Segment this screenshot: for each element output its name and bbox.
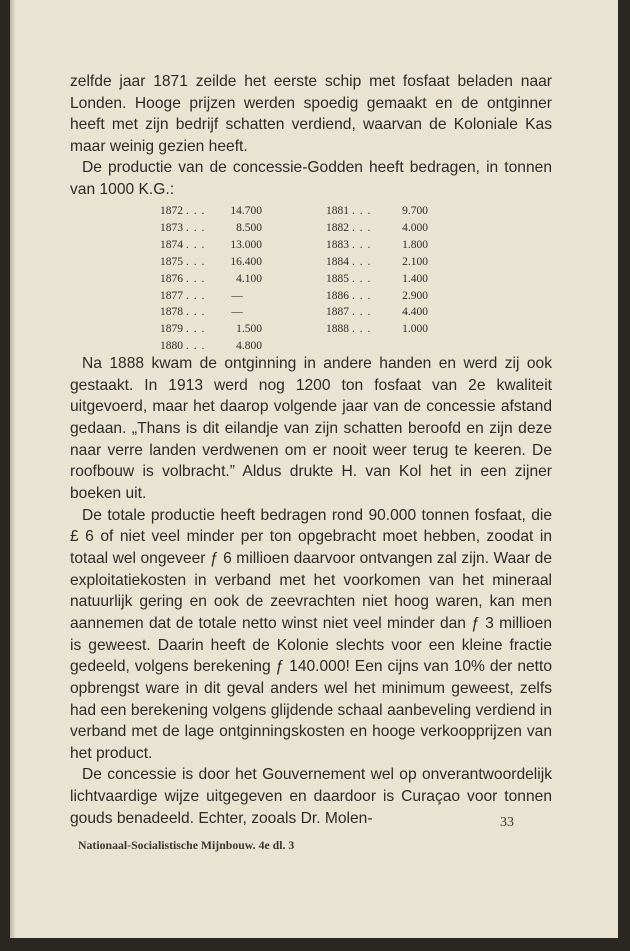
table-separator: . . . (186, 238, 206, 251)
table-year: 1876 (160, 272, 183, 285)
intro-text (70, 71, 552, 201)
table-separator: . . . (352, 272, 372, 285)
table-year: 1884 (326, 255, 349, 268)
table-year: 1879 (160, 323, 183, 336)
table-value: 4.400 (402, 306, 428, 319)
table-row (326, 256, 428, 272)
table-row (160, 222, 262, 238)
table-row (160, 205, 262, 221)
table-separator: . . . (352, 205, 372, 217)
table-value: 1.000 (402, 323, 428, 336)
paragraph-1: zelfde jaar 1871 zeilde het eerste schip met fosfaat beladen naar Londen. Hooge prijzen werden spoedig gemaakt en de ontginner heeft met zijn bedrijf schatten verdiend, waarvan de Koloniale Kas maar weinig gezien heeft. (70, 73, 552, 155)
table-row (326, 290, 428, 306)
table-row (326, 205, 428, 221)
table-year: 1887 (326, 306, 349, 319)
table-value: 1.400 (402, 272, 428, 285)
table-year: 1875 (160, 255, 183, 268)
table-separator: . . . (352, 238, 372, 251)
table-year: 1883 (326, 238, 349, 251)
table-separator: . . . (186, 289, 206, 302)
table-value: 8.500 (236, 221, 262, 234)
table-value: 1.800 (402, 238, 428, 251)
table-value: 13.000 (230, 238, 262, 251)
table-value: — (231, 306, 243, 319)
table-year: 1880 (160, 340, 183, 353)
paragraph-4: De totale productie heeft bedragen rond 90.000 tonnen fosfaat, die £ 6 of niet veel minder per ton opgebracht moet hebben, zoodat in totaal wel ongeveer ƒ 6 millioen daarvoor ontvangen zal zijn. Waar de exploitatiekosten in verband met het voorkomen van het mineraal natuurlijk gering en ook de zeevrachten niet hoog waren, kan men aannemen dat de totale netto winst niet veel minder dan ƒ 3 millioen is geweest. Daarin heeft de Kolonie slechts voor een kleine fractie gedeeld, volgens berekening ƒ 140.000! Een cijns van 10% der netto opbrengst ware in dit geval anders wel het minimum geweest, zelfs had een berekening volgens glijdende schaal aanbeveling verdiend in verband met de lage ontginningskosten en hooge verkoopprijzen van het product. (70, 506, 552, 762)
table-separator: . . . (352, 306, 372, 319)
table-year: 1874 (160, 238, 183, 251)
table-value: 2.100 (402, 255, 428, 268)
table-row (160, 306, 254, 322)
table-separator: . . . (186, 306, 206, 319)
footer-signature: Nationaal-Socialistische Mijnbouw. 4e dl. 3 (78, 838, 295, 852)
table-separator: . . . (186, 205, 206, 217)
table-row (160, 239, 262, 255)
table-value: 2.900 (402, 289, 428, 302)
paragraph-3: Na 1888 kwam de ontginning in andere handen en werd zij ook gestaakt. In 1913 werd nog 1200 ton fosfaat van 2e kwaliteit uitgevoerd, maar het daarop volgende jaar van de concessie afstand gedaan. „Thans is dit eilandje van zijn schatten beroofd en zijn deze naar verre landen verdwenen om er nooit weer terug te keeren. De roofbouw is volbracht.” Aldus drukte H. van Kol het in een zijner boeken uit. (70, 355, 552, 502)
page-number: 33 (500, 815, 514, 830)
table-year: 1877 (160, 289, 183, 302)
table-year: 1882 (326, 221, 349, 234)
table-year: 1888 (326, 323, 349, 336)
table-value: 16.400 (230, 255, 262, 268)
table-row (326, 323, 428, 339)
table-year: 1885 (326, 272, 349, 285)
paragraph-5: De concessie is door het Gouvernement wel op onverantwoordelijk lichtvaardige wijze uitgegeven en daardoor is Curaçao voor tonnen gouds benadeeld. Echter, zooals Dr. Molen- (70, 766, 552, 827)
table-value: 4.800 (236, 340, 262, 353)
table-year: 1881 (326, 205, 349, 217)
table-separator: . . . (186, 255, 206, 268)
table-value: 9.700 (402, 205, 428, 217)
table-row (160, 290, 254, 306)
table-value: — (231, 289, 243, 302)
page-gutter-shadow (10, 0, 16, 938)
table-year: 1873 (160, 221, 183, 234)
table-year: 1872 (160, 205, 183, 217)
body-text (70, 353, 552, 829)
table-separator: . . . (352, 323, 372, 336)
table-value: 1.500 (236, 323, 262, 336)
table-row (160, 256, 262, 272)
table-value: 4.100 (236, 272, 262, 285)
table-year: 1878 (160, 306, 183, 319)
table-row (326, 273, 428, 289)
table-row (160, 273, 262, 289)
table-row (326, 222, 428, 238)
table-row (326, 306, 428, 322)
table-row (160, 323, 262, 339)
table-separator: . . . (186, 323, 206, 336)
table-separator: . . . (186, 340, 206, 353)
table-separator: . . . (352, 221, 372, 234)
table-separator: . . . (352, 255, 372, 268)
table-year: 1886 (326, 289, 349, 302)
table-separator: . . . (186, 221, 206, 234)
table-separator: . . . (352, 289, 372, 302)
table-value: 4.000 (402, 221, 428, 234)
table-row (326, 239, 428, 255)
table-value: 14.700 (230, 205, 262, 217)
paragraph-2: De productie van de concessie-Godden heeft bedragen, in tonnen van 1000 K.G.: (70, 159, 552, 198)
table-separator: . . . (186, 272, 206, 285)
